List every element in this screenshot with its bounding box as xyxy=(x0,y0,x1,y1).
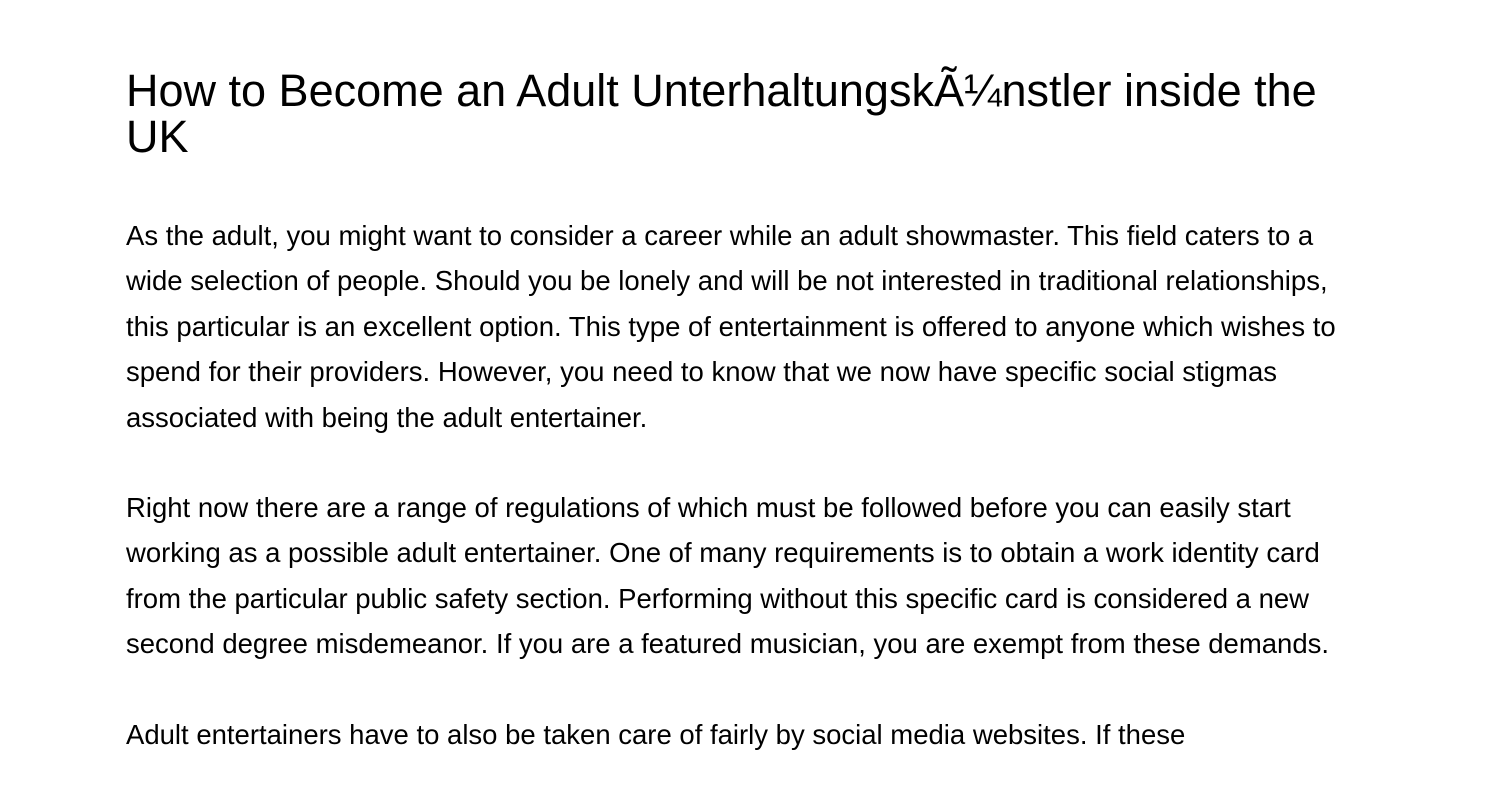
document-page xyxy=(126,65,1376,757)
paragraph-1: As the adult, you might want to consider a career while an adult showmaster. This field caters to a wide selection of people. Should you be lonely and will be not interested in traditional relationships, this particular is an excellent option. This type of entertainment is offered to anyone which wishes to spend for their providers. However, you need to know that we now have specific social stigmas associated with being the adult entertainer. xyxy=(126,220,1336,433)
paragraph-3: Adult entertainers have to also be taken care of fairly by social media websites. If these xyxy=(126,718,1186,750)
paragraph-2: Right now there are a range of regulations of which must be followed before you can easily start working as a possible adult entertainer. One of many requirements is to obtain a work identity card from the particular public safety section. Performing without this specific card is considered a new second degree misdemeanor. If you are a featured musician, you are exempt from these demands. xyxy=(126,492,1330,660)
document-title: How to Become an Adult UnterhaltungskÃ¼nstler inside the UK xyxy=(126,65,1317,162)
